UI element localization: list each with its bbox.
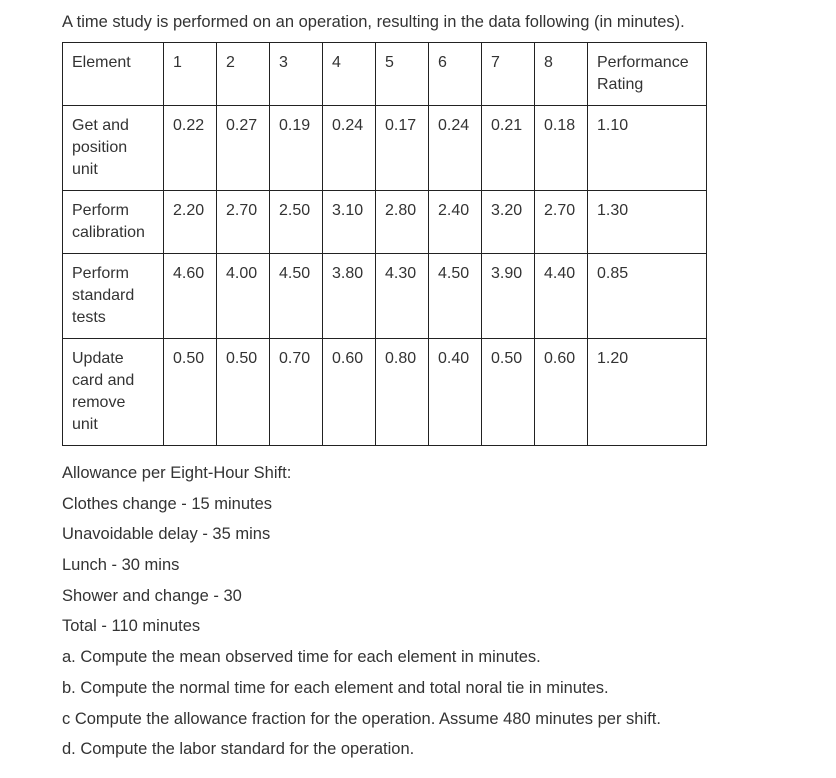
rating-cell: 1.30 (588, 191, 707, 254)
time-cell: 4.50 (429, 254, 482, 339)
question-c: c Compute the allowance fraction for the operation. Assume 480 minutes per shift. (62, 709, 661, 728)
allowance-item: Unavoidable delay - 35 mins (62, 525, 271, 544)
allowance-item: Lunch - 30 mins (62, 556, 180, 575)
time-cell: 0.27 (217, 106, 270, 191)
rating-cell: 1.10 (588, 106, 707, 191)
time-cell: 2.70 (535, 191, 588, 254)
time-cell: 2.20 (164, 191, 217, 254)
time-cell: 0.40 (429, 339, 482, 446)
allowance-total: Total - 110 minutes (62, 617, 201, 636)
time-cell: 3.80 (323, 254, 376, 339)
time-cell: 0.17 (376, 106, 429, 191)
question-b: b. Compute the normal time for each element and total noral tie in minutes. (62, 678, 609, 697)
element-name: Perform standard tests (63, 254, 164, 339)
time-cell: 3.90 (482, 254, 535, 339)
notes-section (62, 461, 661, 768)
header-cycle-8: 8 (535, 43, 588, 106)
time-cell: 0.24 (323, 106, 376, 191)
time-cell: 0.24 (429, 106, 482, 191)
time-cell: 4.30 (376, 254, 429, 339)
time-cell: 0.22 (164, 106, 217, 191)
question-d: d. Compute the labor standard for the operation. (62, 740, 415, 759)
table-row (63, 254, 707, 339)
time-cell: 3.20 (482, 191, 535, 254)
element-name: Get and position unit (63, 106, 164, 191)
time-cell: 0.19 (270, 106, 323, 191)
element-name: Update card and remove unit (63, 339, 164, 446)
time-cell: 0.21 (482, 106, 535, 191)
time-cell: 0.60 (323, 339, 376, 446)
time-cell: 0.70 (270, 339, 323, 446)
time-cell: 2.80 (376, 191, 429, 254)
element-name: Perform calibration (63, 191, 164, 254)
time-study-table (62, 42, 707, 446)
problem-intro: A time study is performed on an operation, resulting in the data following (in minutes). (62, 13, 685, 31)
time-cell: 0.80 (376, 339, 429, 446)
header-cycle-6: 6 (429, 43, 482, 106)
time-cell: 4.40 (535, 254, 588, 339)
time-cell: 4.50 (270, 254, 323, 339)
time-cell: 0.50 (217, 339, 270, 446)
table-header-row (63, 43, 707, 106)
time-cell: 0.18 (535, 106, 588, 191)
table-row (63, 106, 707, 191)
time-cell: 2.40 (429, 191, 482, 254)
header-cycle-7: 7 (482, 43, 535, 106)
header-cycle-5: 5 (376, 43, 429, 106)
time-cell: 0.50 (482, 339, 535, 446)
allowance-item: Clothes change - 15 minutes (62, 494, 273, 513)
time-cell: 2.50 (270, 191, 323, 254)
time-cell: 2.70 (217, 191, 270, 254)
time-cell: 3.10 (323, 191, 376, 254)
rating-cell: 1.20 (588, 339, 707, 446)
question-a: a. Compute the mean observed time for each element in minutes. (62, 648, 541, 667)
table-row (63, 339, 707, 446)
header-cycle-4: 4 (323, 43, 376, 106)
header-cycle-3: 3 (270, 43, 323, 106)
allowance-item: Shower and change - 30 (62, 586, 242, 605)
header-performance-rating: Performance Rating (588, 43, 707, 106)
allowance-heading: Allowance per Eight-Hour Shift: (62, 464, 292, 482)
time-cell: 4.60 (164, 254, 217, 339)
table-row (63, 191, 707, 254)
time-cell: 0.50 (164, 339, 217, 446)
time-cell: 4.00 (217, 254, 270, 339)
rating-cell: 0.85 (588, 254, 707, 339)
header-cycle-2: 2 (217, 43, 270, 106)
time-cell: 0.60 (535, 339, 588, 446)
header-element: Element (63, 43, 164, 106)
header-cycle-1: 1 (164, 43, 217, 106)
